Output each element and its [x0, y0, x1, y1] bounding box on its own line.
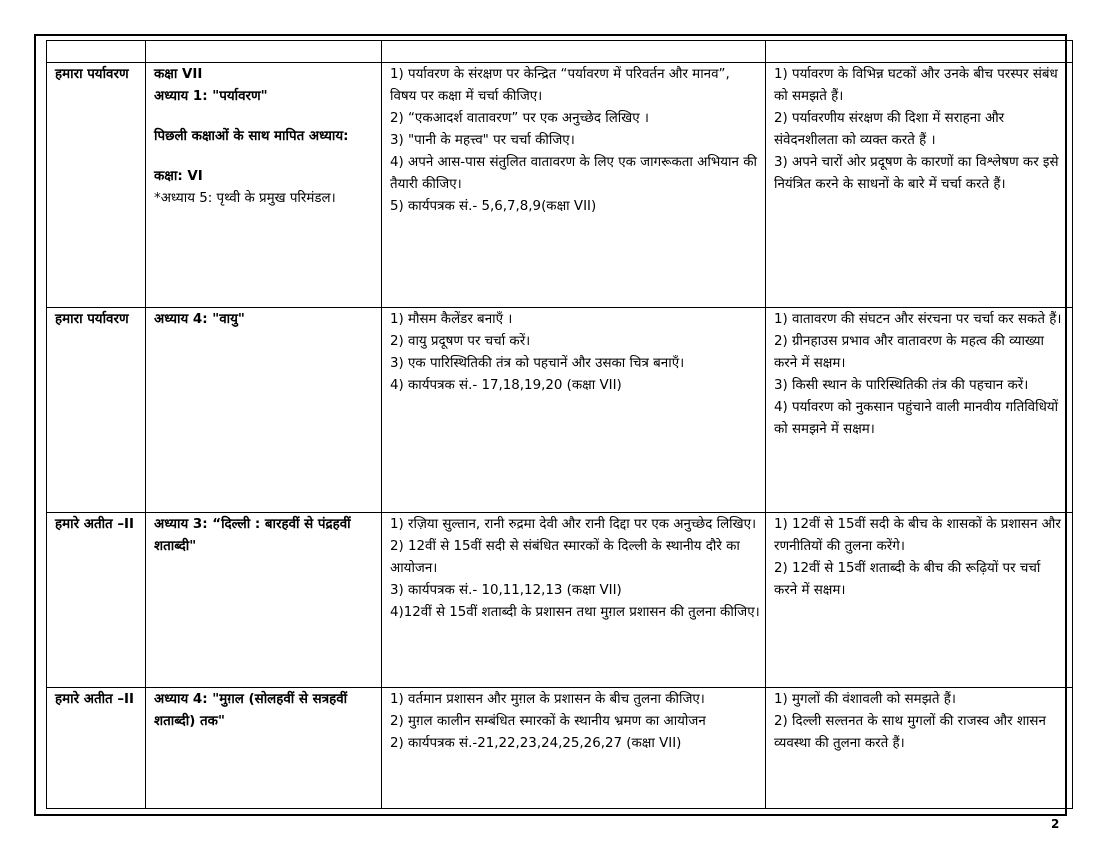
outcomes-cell — [766, 513, 1073, 688]
header-cell-chapter — [146, 41, 382, 63]
chapter-line: अध्याय 1: "पर्यावरण" — [154, 89, 268, 104]
outcome-item: 2) पर्यावरणीय संरक्षण की दिशा में सराहना और संवेदनशीलता को व्यक्त करते हैं । — [774, 111, 1005, 148]
chapter-line: अध्याय 4: "मुग़ल (सोलहवीं से सत्रहवीं शताब्दी) तक" — [154, 692, 348, 729]
outcome-item: 1) 12वीं से 15वीं सदी के बीच के शासकों के प्रशासन और रणनीतियों की तुलना करेंगे। — [774, 517, 1061, 554]
chapter-line: *अध्याय 5: पृथ्वी के प्रमुख परिमंडल। — [154, 191, 336, 206]
activities-cell — [382, 308, 766, 513]
chapter-cell — [146, 308, 382, 513]
table-row — [47, 688, 1073, 809]
activity-item: 1) रज़िया सुल्तान, रानी रुद्रमा देवी और रानी दिद्दा पर एक अनुच्छेद लिखिए। — [390, 517, 757, 532]
activity-item: 2) 12वीं से 15वीं सदी से संबंधित स्मारकों के दिल्ली के स्थानीय दौरे का आयोजन। — [390, 539, 740, 576]
chapter-cell — [146, 513, 382, 688]
outcomes-cell — [766, 63, 1073, 308]
outcome-item: 1) पर्यावरण के विभिन्न घटकों और उनके बीच परस्पर संबंध को समझते हैं। — [774, 67, 1058, 104]
outcomes-cell — [766, 308, 1073, 513]
chapter-cell — [146, 63, 382, 308]
activity-item: 2) वायु प्रदूषण पर चर्चा करें। — [390, 334, 531, 349]
header-cell-outcomes — [766, 41, 1073, 63]
subject-cell: हमारा पर्यावरण — [47, 63, 146, 308]
activity-item: 2) “एकआदर्श वातावरण” पर एक अनुच्छेद लिखिए । — [390, 111, 649, 126]
activity-item: 5) कार्यपत्रक सं.- 5,6,7,8,9(कक्षा VII) — [390, 199, 597, 214]
chapter-line: अध्याय 3: “दिल्ली : बारहवीं से पंद्रहवीं शताब्दी" — [154, 517, 351, 554]
outcome-item: 4) पर्यावरण को नुकसान पहुंचाने वाली मानवीय गतिविधियों को समझने में सक्षम। — [774, 400, 1059, 437]
outcome-item: 1) मुगलों की वंशावली को समझते हैं। — [774, 692, 956, 707]
outcome-item: 3) अपने चारों ओर प्रदूषण के कारणों का विश्लेषण कर इसे नियंत्रित करने के साधनों के बारे में चर्चा करते हैं। — [774, 155, 1059, 192]
activity-item: 1) पर्यावरण के संरक्षण पर केन्द्रित “पर्यावरण में परिवर्तन और मानव”, विषय पर कक्षा में चर्चा कीजिए। — [390, 67, 730, 104]
curriculum-table — [46, 40, 1073, 809]
outcome-item: 2) दिल्ली सल्तनत के साथ मुगलों की राजस्व और शासन व्यवस्था की तुलना करते हैं। — [774, 714, 1046, 751]
chapter-line: पिछली कक्षाओं के साथ मापित अध्याय: — [154, 129, 349, 144]
outcome-item: 2) 12वीं से 15वीं शताब्दी के बीच की रूढ़ियों पर चर्चा करने में सक्षम। — [774, 561, 1041, 598]
activity-item: 2) कार्यपत्रक सं.-21,22,23,24,25,26,27 (कक्षा VII) — [390, 736, 682, 751]
table-row — [47, 513, 1073, 688]
chapter-gap — [154, 148, 376, 166]
subject-cell: हमारे अतीत –II — [47, 688, 146, 809]
outcome-item: 2) ग्रीनहाउस प्रभाव और वातावरण के महत्व की व्याख्या करने में सक्षम। — [774, 334, 1044, 371]
activities-cell — [382, 63, 766, 308]
subject-cell: हमारे अतीत –II — [47, 513, 146, 688]
activity-item: 1) मौसम कैलेंडर बनाएँ । — [390, 312, 513, 327]
activity-item: 3) एक पारिस्थितिकी तंत्र को पहचानें और उसका चित्र बनाएँ। — [390, 356, 685, 371]
outcome-item: 1) वातावरण की संघटन और संरचना पर चर्चा कर सकते हैं। — [774, 312, 1062, 327]
activity-item: 4) कार्यपत्रक सं.- 17,18,19,20 (कक्षा VII) — [390, 378, 622, 393]
outcome-item: 3) किसी स्थान के पारिस्थितिकी तंत्र की पहचान करें। — [774, 378, 1029, 393]
chapter-line: अध्याय 4: "वायु" — [154, 312, 245, 327]
chapter-line: कक्षा VII — [154, 67, 203, 82]
activity-item: 1) वर्तमान प्रशासन और मुग़ल के प्रशासन के बीच तुलना कीजिए। — [390, 692, 705, 707]
header-row — [47, 41, 1073, 63]
header-cell-activities — [382, 41, 766, 63]
table-row — [47, 63, 1073, 308]
table-row — [47, 308, 1073, 513]
outcomes-cell — [766, 688, 1073, 809]
chapter-line: कक्षा: VI — [154, 169, 203, 184]
activity-item: 4)12वीं से 15वीं शताब्दी के प्रशासन तथा मुग़ल प्रशासन की तुलना कीजिए। — [390, 605, 760, 620]
chapter-cell — [146, 688, 382, 809]
page-number: 2 — [1051, 817, 1060, 831]
activities-cell — [382, 513, 766, 688]
activity-item: 4) अपने आस-पास संतुलित वातावरण के लिए एक जागरूकता अभियान की तैयारी कीजिए। — [390, 155, 757, 192]
activities-cell — [382, 688, 766, 809]
subject-cell: हमारा पर्यावरण — [47, 308, 146, 513]
chapter-gap — [154, 108, 376, 126]
activity-item: 3) "पानी के महत्त्व" पर चर्चा कीजिए। — [390, 133, 575, 148]
activity-item: 3) कार्यपत्रक सं.- 10,11,12,13 (कक्षा VII) — [390, 583, 622, 598]
activity-item: 2) मुग़ल कालीन सम्बंधित स्मारकों के स्थानीय भ्रमण का आयोजन — [390, 714, 706, 729]
header-cell-subject — [47, 41, 146, 63]
